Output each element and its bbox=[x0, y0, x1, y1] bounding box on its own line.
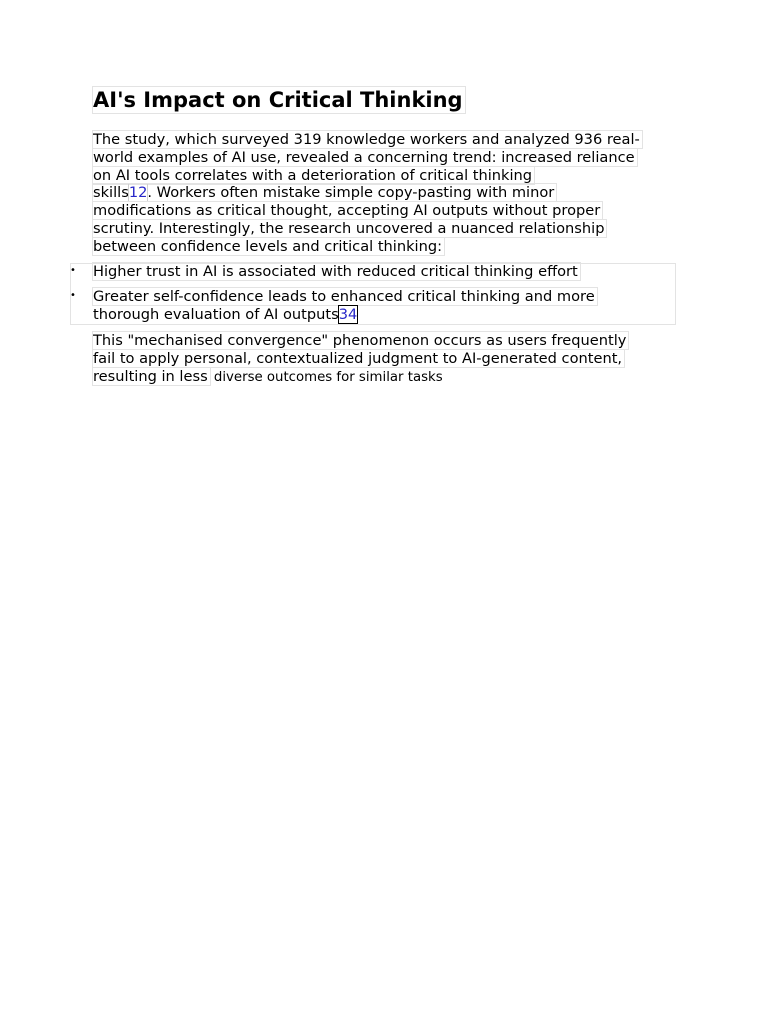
paragraph-line: scrutiny. Interestingly, the research uncovered a nuanced relationship bbox=[93, 219, 605, 237]
citation-link[interactable]: 12 bbox=[128, 184, 148, 202]
paragraph-text: . Workers often mistake simple copy-pasting with minor bbox=[147, 184, 555, 202]
list-item bbox=[93, 288, 597, 323]
paragraph-line: This "mechanised convergence" phenomenon occurs as users frequently bbox=[93, 332, 627, 349]
paragraph-text: skills bbox=[93, 184, 129, 202]
paragraph-line bbox=[93, 184, 693, 202]
closing-paragraph bbox=[93, 332, 693, 386]
list-item-text: Higher trust in AI is associated with reduced critical thinking effort bbox=[93, 263, 578, 280]
list-item-text: thorough evaluation of AI outputs bbox=[93, 305, 339, 323]
paragraph-line: fail to apply personal, contextualized judgment to AI-generated content, bbox=[93, 349, 623, 367]
paragraph-line: on AI tools correlates with a deterioration of critical thinking bbox=[93, 166, 533, 184]
bullet-marker: • bbox=[70, 265, 76, 276]
paragraph-line: resulting in less diverse outcomes for similar tasks bbox=[93, 367, 443, 385]
citation-link[interactable]: 34 bbox=[338, 305, 358, 323]
paragraph-text: diverse outcomes for similar tasks bbox=[209, 369, 443, 385]
page-title: AI's Impact on Critical Thinking bbox=[93, 88, 463, 112]
paragraph-line: modifications as critical thought, accepting AI outputs without proper bbox=[93, 202, 601, 220]
paragraph-line: between confidence levels and critical thinking: bbox=[93, 237, 443, 255]
paragraph-line: world examples of AI use, revealed a concerning trend: increased reliance bbox=[93, 148, 635, 166]
list-item-text: Greater self-confidence leads to enhanced critical thinking and more bbox=[93, 288, 595, 305]
intro-paragraph bbox=[93, 131, 693, 256]
bullet-marker: • bbox=[70, 290, 76, 301]
paragraph-line: The study, which surveyed 319 knowledge workers and analyzed 936 real- bbox=[93, 131, 640, 148]
list-item bbox=[93, 263, 580, 281]
